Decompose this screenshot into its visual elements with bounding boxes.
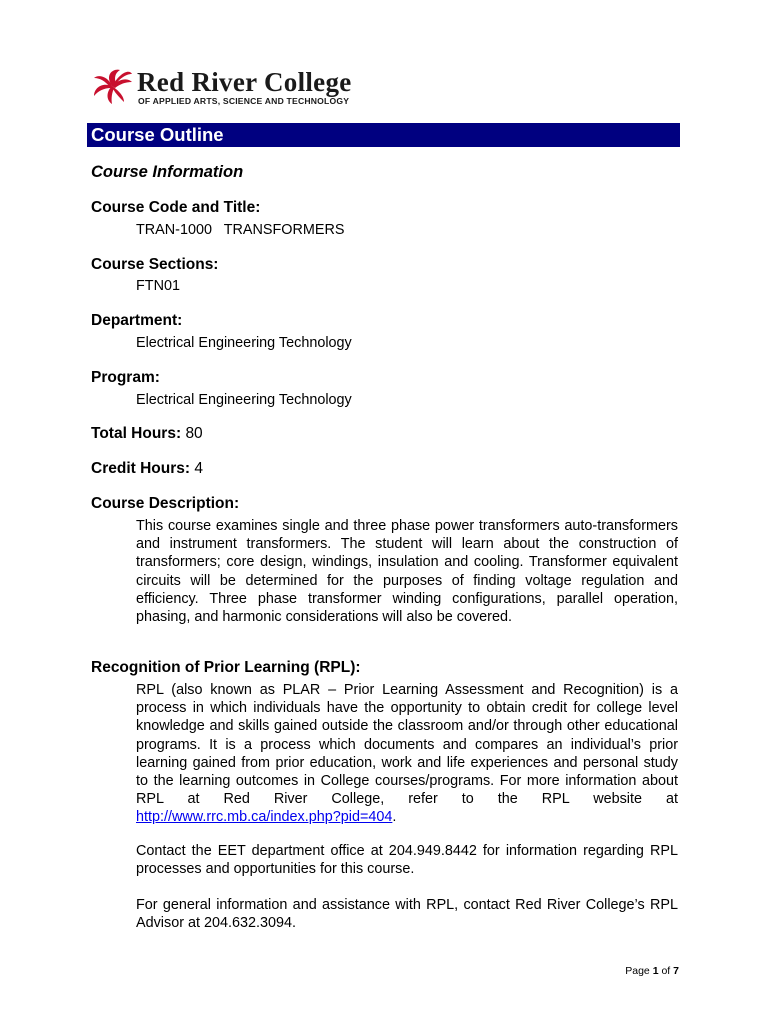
total-hours-row: [91, 425, 203, 443]
course-outline-banner: Course Outline: [87, 123, 680, 147]
total-hours-label: Total Hours:: [91, 425, 182, 442]
page-label: Page: [625, 965, 650, 977]
page-number: 1: [652, 965, 659, 977]
program-value: Electrical Engineering Technology: [136, 392, 352, 408]
rpl-contact-text: Contact the EET department office at 204.949.8442 for information regarding RPL processes and opportunities for this course.: [136, 843, 678, 878]
credit-hours-label: Credit Hours:: [91, 460, 191, 477]
rpl-text: RPL (also known as PLAR – Prior Learning Assessment and Recognition) is a process in which individuals have the opportunity to obtain credit for college level knowledge and skills gained outside the classroom and/or through other educational programs. It is a process which documents and compares an individual’s prior learning gained from prior education, work and life experiences and personal study to the learning outcomes in College courses/programs. For more information about RPL at Red River College, refer to the RPL website at: [136, 682, 678, 808]
department-value: Electrical Engineering Technology: [136, 335, 352, 351]
rpl-label: Recognition of Prior Learning (RPL):: [91, 659, 361, 676]
course-code-value: TRAN-1000 TRANSFORMERS: [136, 222, 345, 238]
course-description-text: This course examines single and three phase power transformers auto-transformers and instrument transformers. The student will learn about the construction of transformers; core design, windings, insulation and cooling. Transformer equivalent circuits will be determined for the purposes of finding voltage regulation and efficiency. Three phase transformer winding configurations, parallel operation, phasing, and harmonic considerations will also be covered.: [136, 518, 678, 626]
section-title: Course Information: [91, 163, 244, 181]
rpl-website-link[interactable]: http://www.rrc.mb.ca/index.php?pid=404: [136, 809, 393, 826]
page-footer: [625, 965, 679, 977]
credit-hours-value: 4: [194, 460, 203, 477]
rpl-general-text: For general information and assistance with RPL, contact Red River College’s RPL Advisor at 204.632.3094.: [136, 897, 678, 932]
program-label: Program:: [91, 369, 160, 386]
credit-hours-row: [91, 460, 203, 478]
page-total: 7: [673, 965, 679, 977]
college-logo: [90, 64, 390, 110]
department-label: Department:: [91, 312, 183, 329]
course-sections-label: Course Sections:: [91, 256, 219, 273]
college-name: Red River College: [137, 67, 352, 97]
of-label: of: [661, 965, 671, 977]
course-description-label: Course Description:: [91, 495, 240, 512]
course-sections-value: FTN01: [136, 278, 180, 294]
rpl-paragraph: [136, 681, 678, 827]
rpl-link-period: .: [392, 809, 397, 826]
college-tagline: OF APPLIED ARTS, SCIENCE AND TECHNOLOGY: [138, 96, 350, 106]
college-logo-mark-icon: [90, 66, 134, 106]
course-code-label: Course Code and Title:: [91, 199, 261, 216]
total-hours-value: 80: [185, 425, 203, 442]
